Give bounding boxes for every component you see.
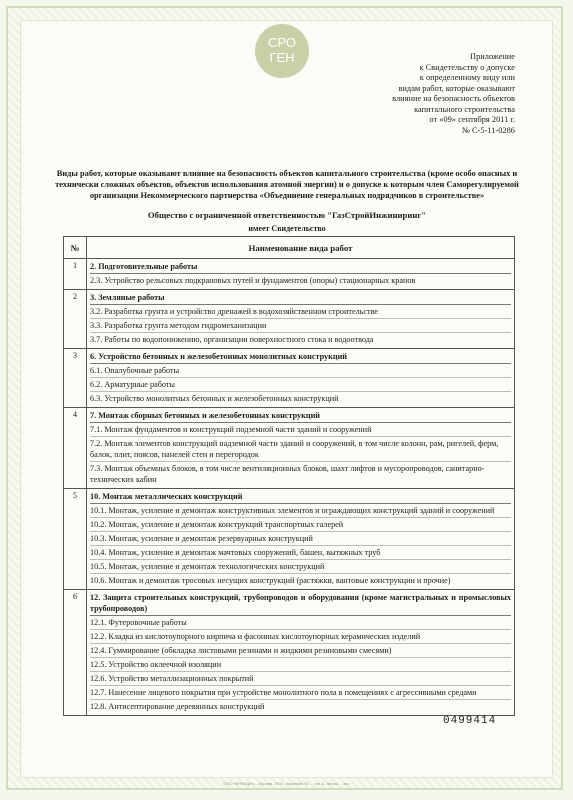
work-item: 6.1. Опалубочные работы xyxy=(90,364,511,378)
row-number: 5 xyxy=(64,489,87,590)
table-row xyxy=(64,259,515,290)
work-group-cell xyxy=(87,590,515,716)
work-group-title: 12. Защита строительных конструкций, трубопроводов и оборудования (кроме магистральных и промысловых трубопроводов) xyxy=(90,591,511,616)
work-item: 10.4. Монтаж, усиление и демонтаж мачтовых сооружений, башен, вытяжных труб xyxy=(90,546,511,560)
appendix-line: капитального строительства xyxy=(414,104,515,114)
work-item: 7.3. Монтаж объемных блоков, в том числе вентиляционных блоков, шахт лифтов и мусоропроводов, санитарно-технических кабин xyxy=(90,464,485,484)
row-number: 3 xyxy=(64,349,87,408)
appendix-line: видам работ, которые оказывают xyxy=(398,83,515,93)
work-item: 10.5. Монтаж, усиление и демонтаж технологических конструкций xyxy=(90,560,511,574)
work-item: 10.3. Монтаж, усиление и демонтаж резервуарных конструкций xyxy=(90,532,511,546)
work-item: 10.1. Монтаж, усиление и демонтаж конструктивных элементов и ограждающих конструкций зданий и сооружений xyxy=(90,504,511,518)
column-header-number: № xyxy=(64,237,87,259)
appendix-line: от «09» сентября 2011 г. xyxy=(429,115,515,124)
work-item: 6.3. Устройство монолитных бетонных и железобетонных конструкций xyxy=(90,394,339,403)
work-group-cell xyxy=(87,259,515,290)
appendix-line: № С-5-11-0286 xyxy=(461,125,515,135)
sro-logo xyxy=(255,24,309,78)
work-group-cell xyxy=(87,290,515,349)
work-group-title: 2. Подготовительные работы xyxy=(90,260,511,274)
work-group-cell xyxy=(87,408,515,489)
work-group-title: 6. Устройство бетонных и железобетонных монолитных конструкций xyxy=(90,350,511,364)
appendix-line: влияние на безопасность объектов xyxy=(392,94,515,103)
work-item: 7.1. Монтаж фундаментов и конструкций подземной части зданий и сооружений xyxy=(90,423,511,437)
row-number: 2 xyxy=(64,290,87,349)
work-group-title: 10. Монтаж металлических конструкций xyxy=(90,490,511,504)
work-group-cell xyxy=(87,349,515,408)
work-item: 12.1. Футеровочные работы xyxy=(90,616,511,630)
printer-footer: ООО «БРАНДИ» – Москва, 2010, лицензия № ... тип А, тираж ... экз. xyxy=(223,781,350,786)
work-item: 7.2. Монтаж элементов конструкций надземной части зданий и сооружений, в том числе колонн, рам, ригелей, ферм, балок, плит, поясов, панелей стен и перегородок xyxy=(90,437,511,462)
work-item: 12.7. Нанесение лицевого покрытия при устройстве монолитного пола в помещениях с агрессивными средами xyxy=(90,686,511,700)
work-item: 12.8. Антисептирование деревянных конструкций xyxy=(90,702,265,711)
appendix-line: к Свидетельству о допуске xyxy=(419,62,515,72)
work-group-title: 7. Монтаж сборных бетонных и железобетонных конструкций xyxy=(90,409,511,423)
has-certificate-text: имеет Свидетельство xyxy=(248,224,326,233)
table-row xyxy=(64,489,515,590)
row-number: 6 xyxy=(64,590,87,716)
logo-line-2: ГЕН xyxy=(269,50,295,65)
work-item: 10.2. Монтаж, усиление и демонтаж конструкций транспортных галерей xyxy=(90,518,511,532)
intro-text: Виды работ, которые оказывают влияние на безопасность объектов капитального строительства (кроме особо опасных и технически сложных объектов, объектов использования атомной энергии) и о допуске к которым член Саморегулируемой организации Некоммерческого партнерства «Объединение генеральных подрядчиков в строительстве» xyxy=(55,169,519,200)
work-item: 3.3. Разработка грунта методом гидромеханизации xyxy=(90,319,511,333)
serial-number: 0499414 xyxy=(443,715,497,727)
table-row xyxy=(64,349,515,408)
table-row xyxy=(64,290,515,349)
company-name: Общество с ограниченной ответственностью "ГазСтройИнжиниринг" xyxy=(147,210,427,220)
work-item: 6.2. Арматурные работы xyxy=(90,378,511,392)
work-group-cell xyxy=(87,489,515,590)
work-item: 12.5. Устройство оклеечной изоляции xyxy=(90,658,511,672)
work-item: 12.6. Устройство металлизационных покрытий xyxy=(90,672,511,686)
work-types-table xyxy=(63,236,515,716)
table-row xyxy=(64,408,515,489)
work-item: 12.4. Гуммирование (обкладка листовыми резинами и жидкими резиновыми смесями) xyxy=(90,644,511,658)
row-number: 1 xyxy=(64,259,87,290)
appendix-line: Приложение xyxy=(470,52,515,61)
work-group-title: 3. Земляные работы xyxy=(90,291,511,305)
table-body xyxy=(64,259,515,716)
appendix-note xyxy=(335,52,515,136)
appendix-line: к определенному виду или xyxy=(419,73,515,82)
work-item: 10.6. Монтаж и демонтаж тросовых несущих конструкций (растяжки, вантовые конструкции и прочие) xyxy=(90,576,451,585)
work-item: 2.3. Устройство рельсовых подкрановых путей и фундаментов (опоры) стационарных кранов xyxy=(90,276,416,285)
table-row xyxy=(64,590,515,716)
work-item: 12.2. Кладка из кислотоупорного кирпича и фасонных кислотоупорных керамических изделий xyxy=(90,630,511,644)
column-header-name: Наименование вида работ xyxy=(87,237,515,259)
work-item: 3.2. Разработка грунта и устройство дренажей в водохозяйственном строительстве xyxy=(90,305,511,319)
table-header-row xyxy=(64,237,515,259)
row-number: 4 xyxy=(64,408,87,489)
work-item: 3.7. Работы по водопонижению, организации поверхностного стока и водоотвода xyxy=(90,335,374,344)
logo-line-1: СРО xyxy=(268,35,296,50)
